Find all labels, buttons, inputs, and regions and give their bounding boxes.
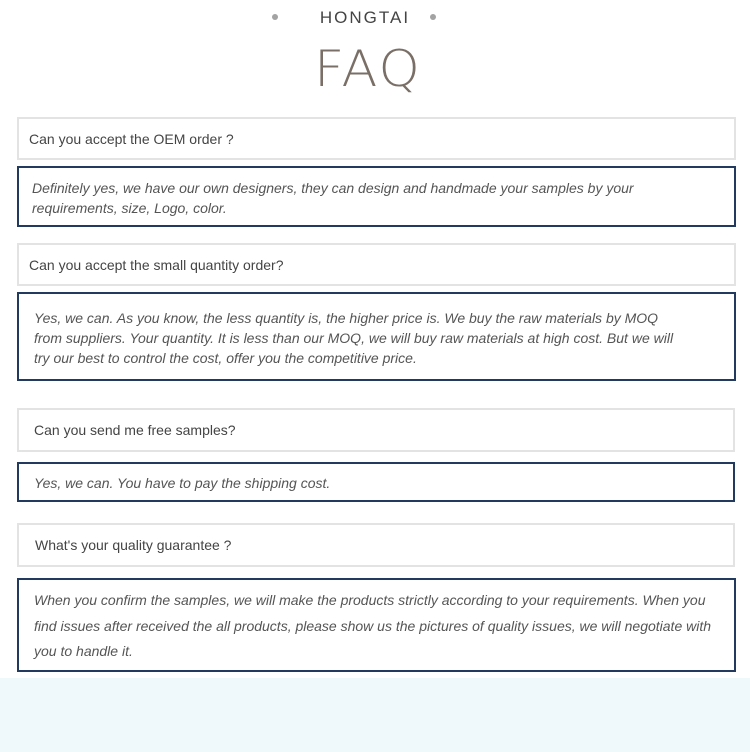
faq-question-3: Can you send me free samples? <box>34 422 236 438</box>
faq-answer-2-line-3: try our best to control the cost, offer you the competitive price. <box>34 350 417 366</box>
faq-question-2: Can you accept the small quantity order? <box>29 256 284 273</box>
faq-answer-4-line-1: When you confirm the samples, we will make the products strictly according to your requirements. When you <box>34 592 706 608</box>
right-dot-icon <box>430 14 436 20</box>
brand-row <box>0 6 750 28</box>
faq-answer-3-line-1: Yes, we can. You have to pay the shipping cost. <box>34 475 331 491</box>
faq-answer-4-line-2: find issues after received the all products, please show us the pictures of quality issues, we will negotiate with <box>34 617 712 634</box>
faq-question-4: What's your quality guarantee ? <box>35 537 232 553</box>
faq-answer-2-line-1: Yes, we can. As you know, the less quantity is, the higher price is. We buy the raw materials by MOQ <box>34 310 659 326</box>
faq-answer-box-1 <box>17 166 736 227</box>
faq-answer-2-line-2: from suppliers. Your quantity. It is less than our MOQ, we will buy raw materials at high cost. But we will <box>34 330 674 346</box>
faq-question-box-2[interactable] <box>17 243 736 286</box>
faq-question-box-1[interactable] <box>17 117 736 160</box>
brand-name: HONGTAI <box>319 8 411 27</box>
faq-answer-box-2 <box>17 292 736 381</box>
faq-question-box-3[interactable] <box>17 408 735 452</box>
faq-answer-4-line-3: you to handle it. <box>34 643 133 659</box>
faq-answer-box-3 <box>17 462 735 502</box>
faq-answer-1-line-1: Definitely yes, we have our own designers, they can design and handmade your samples by your <box>32 180 634 196</box>
page-title: FAQ <box>313 40 422 98</box>
footer-band <box>0 678 750 752</box>
faq-question-box-4[interactable] <box>17 523 735 567</box>
faq-answer-box-4 <box>17 578 736 672</box>
faq-question-1: Can you accept the OEM order ? <box>29 130 234 147</box>
faq-answer-1-line-2: requirements, size, Logo, color. <box>32 200 227 216</box>
